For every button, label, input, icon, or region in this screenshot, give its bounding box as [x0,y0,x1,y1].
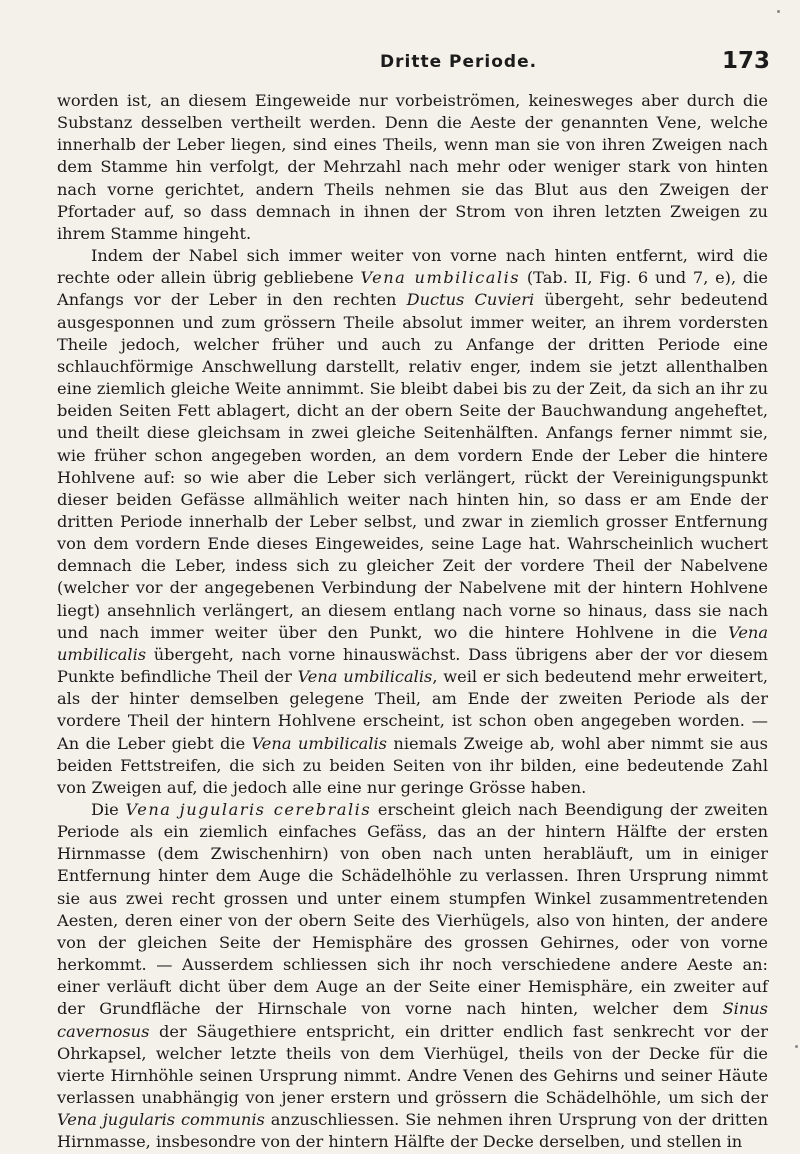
italic-term: Vena umbilicalis [360,268,521,288]
paragraph [57,245,768,799]
page-number: 173 [722,48,771,74]
paragraph [57,799,768,1154]
text-run: (Tab. II, Fig. 6 und 7, e), die Anfangs vor der Leber in den rechten [57,268,768,310]
text-run: der Säugethiere entspricht, ein dritter endlich fast senkrecht vor der Ohrkapsel, welcher letzte theils von dem Vierhügel, theils von der Decke für die vierte Hirnhöhle seinen Ursprung nimmt. Andre Venen des Gehirns und seiner Häute verlassen unabhängig von jener erstern und grössern die Schädelhöhle, um sich der [57,1021,768,1108]
text-run: anzuschliessen. Sie nehmen ihren Ursprung von der dritten Hirnmasse, insbesondre von der hintern Hälfte der Decke derselben, und stellen in [57,1110,769,1152]
running-title: Dritte Periode. [380,52,538,72]
body-text [57,90,768,1154]
scan-speck [795,1045,798,1048]
text-run: niemals Zweige ab, wohl aber nimmt sie aus beiden Fettstreifen, die sich zu beiden Seiten von ihr bilden, eine bedeutende Zahl von Zweigen auf, die jedoch alle eine nur geringe Grösse haben. [57,733,768,797]
italic-term: Vena jugularis communis [57,1110,265,1130]
text-run: , weil er sich bedeutend mehr erweitert, als der hinter demselben gelegene Theil, am Ende der zweiten Periode als der vordere Theil der hintern Hohlvene erscheint, ist schon oben angegeben worden. — An die Leber giebt die [57,667,768,753]
text-run: worden ist, an diesem Eingeweide nur vorbeiströmen, keinesweges aber durch die Substanz desselben vertheilt werden. Denn die Aeste der genannten Vene, welche innerhalb der Leber liegen, sind eines Theils, wenn man sie von ihren Zweigen nach dem Stamme hin verfolgt, der Mehrzahl nach mehr oder weniger stark von hinten nach vorne gerichtet, andern Theils nehmen sie das Blut aus den Zweigen der Pfortader auf, so dass demnach in ihnen der Strom von ihren letzten Zweigen zu ihrem Stamme hingeht. [57,91,768,243]
italic-term: Vena umbilicalis [251,733,387,753]
text-run: übergeht, nach vorne hinauswächst. Dass übrigens aber der vor diesem Punkte befindliche Theil der [57,644,768,687]
text-run: Die [91,800,126,819]
scan-speck [777,10,780,13]
italic-term: Ductus Cuvieri [406,290,535,310]
text-run: Indem der Nabel sich immer weiter von vorne nach hinten entfernt, wird die rechte oder allein übrig gebliebene [57,246,768,288]
italic-term: Sinus cavernosus [57,999,768,1041]
italic-term: Vena umbilicalis [57,622,768,664]
text-run: übergeht, sehr bedeutend ausgesponnen und zum grössern Theile absolut immer weiter, an ihrem vordersten Theile jedoch, welcher früher und auch zu Anfange der dritten Periode eine schlauchförmige Anschwellung darstellt, relativ enger, indem sie jetzt allenthalben eine ziemlich gleiche Weite annimmt. Sie bleibt dabei bis zu der Zeit, da sich an ihr zu beiden Seiten Fett ablagert, dicht an der obern Seite der Bauchwandung angeheftet, und theilt diese gleichsam in zwei gleiche Seitenhälften. Anfangs ferner nimmt sie, wie früher schon angegeben worden, an dem vordern Ende der Leber die hintere Hohlvene auf: so wie aber die Leber sich verlängert, rückt der Vereinigungspunkt dieser beiden Gefässe allmählich weiter nach hinten hin, so dass er am Ende der dritten Periode innerhalb der Leber selbst, und zwar in ziemlich grosser Entfernung von dem vordern Ende dieses Eingeweides, seine Lage hat. Wahrscheinlich wuchert demnach die Leber, indess sich zu gleicher Zeit der vordere Theil der Nabelvene (welcher vor der angegebenen Verbindung der Nabelvene mit der hintern Hohlvene liegt) ansehnlich verlängert, an diesem entlang nach vorne so hinaus, dass sie nach und nach immer weiter über den Punkt, wo die hintere Hohlvene in die [57,290,769,642]
paragraph [57,90,768,245]
text-run: erscheint gleich nach Beendigung der zweiten Periode als ein ziemlich einfaches Gefäss, das an der hintern Hälfte der ersten Hirnmasse (dem Zwischenhirn) von oben nach unten herabläuft, um in einiger Entfernung hinter dem Auge die Schädelhöhle zu verlassen. Ihren Ursprung nimmt sie aus zwei recht grossen und unter einem stumpfen Winkel zusammentretenden Aesten, deren einer von der obern Seite des Vierhügels, also von hinten, der andere von der gleichen Seite der Hemisphäre des grossen Gehirnes, oder von vorne herkommt. — Ausserdem schliessen sich ihr noch verschiedene andere Aeste an: einer verläuft dicht über dem Auge an der Seite einer Hemisphäre, ein zweiter auf der Grundfläche der Hirnschale von vorne nach hinten, welcher dem [57,800,768,1019]
italic-term: Vena umbilicalis [297,667,433,687]
italic-term: Vena jugularis cerebralis [125,800,372,819]
